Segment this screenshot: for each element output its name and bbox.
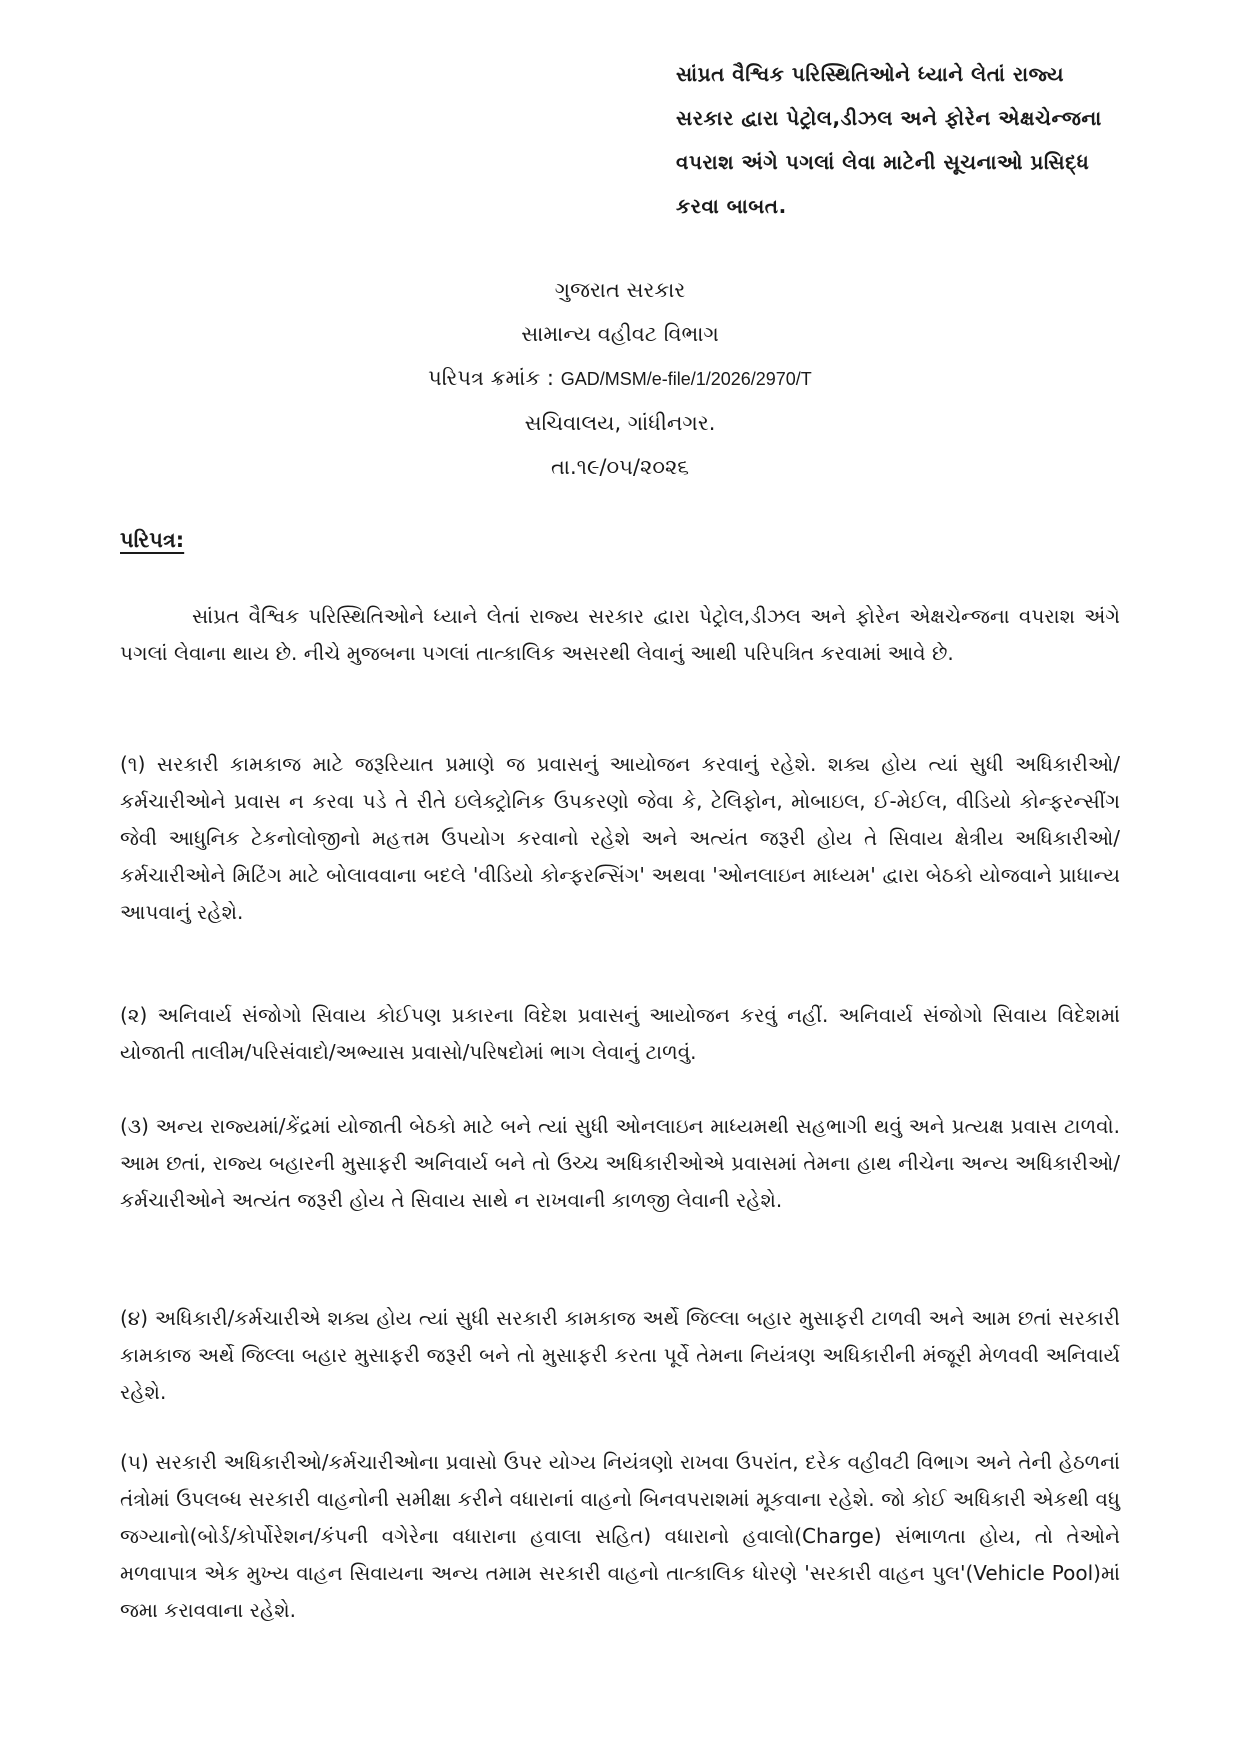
point-5: (૫) સરકારી અધિકારીઓ/કર્મચારીઓના પ્રવાસો ઉપર યોગ્ય નિયંત્રણો રાખવા ઉપરાંત, દરેક વહીવટી વિભાગ અને તેની હેઠળનાં તંત્રોમાં ઉપલબ્ધ સરકારી વાહનોની સમીક્ષા કરીને વધારાનાં વાહનો બિનવપરાશમાં મૂકવાના રહેશે. જો કોઈ અધિકારી એકથી વધુ જગ્યાનો(બોર્ડ/કોર્પોરેશન/કંપની વગેરેના વધારાના હવાલા સહિત) વધારાનો હવાલો(Charge) સંભાળતા હોય, તો તેઓને મળવાપાત્ર એક મુખ્ય વાહન સિવાયના અન્ય તમામ સરકારી વાહનો તાત્કાલિક ધોરણે 'સરકારી વાહન પુલ'(Vehicle Pool)માં જમા કરાવવાના રહેશે. (120, 1450, 1120, 1622)
circular-number: GAD/MSM/e-file/1/2026/2970/T (560, 369, 812, 389)
subject-line: વપરાશ અંગે પગલાં લેવા માટેની સૂચનાઓ પ્રસિદ્ધ (676, 150, 1090, 174)
point-1: (૧) સરકારી કામકાજ માટે જરૂરિયાત પ્રમાણે જ પ્રવાસનું આયોજન કરવાનું રહેશે. શક્ય હોય ત્યાં સુધી અધિકારીઓ/કર્મચારીઓને પ્રવાસ ન કરવા પડે તે રીતે ઇલેક્ટ્રોનિક ઉપકરણો જેવા કે, ટેલિફોન, મોબાઇલ, ઈ-મેઈલ, વીડિયો કોન્ફરન્સીંગ જેવી આધુનિક ટેકનોલોજીનો મહત્તમ ઉપયોગ કરવાનો રહેશે અને અત્યંત જરૂરી હોય તે સિવાય ક્ષેત્રીય અધિકારીઓ/કર્મચારીઓને મિટિંગ માટે બોલાવવાના બદલે 'વીડિયો કોન્ફરન્સિંગ' અથવા 'ઓનલાઇન માધ્યમ' દ્વારા બેઠકો યોજવાને પ્રાધાન્ય આપવાનું રહેશે. (120, 752, 1120, 924)
circular-heading: પરિપત્ર: (120, 528, 185, 552)
circular-label: પરિપત્ર ક્રમાંક : (428, 366, 554, 390)
place: સચિવાલય, ગાંધીનગર. (524, 411, 716, 435)
date: તા.૧૯/૦૫/૨૦૨૬ (550, 455, 690, 479)
point-3: (૩) અન્ય રાજ્યમાં/કેંદ્રમાં યોજાતી બેઠકો માટે બને ત્યાં સુધી ઓનલાઇન માધ્યમથી સહભાગી થવું અને પ્રત્યક્ષ પ્રવાસ ટાળવો. આમ છતાં, રાજ્ય બહારની મુસાફરી અનિવાર્ય બને તો ઉચ્ચ અધિકારીઓએ પ્રવાસમાં તેમના હાથ નીચેના અન્ય અધિકારીઓ/કર્મચારીઓને અત્યંત જરૂરી હોય તે સિવાય સાથે ન રાખવાની કાળજી લેવાની રહેશે. (120, 1114, 1120, 1212)
document-header (0, 268, 1240, 489)
government-name: ગુજરાત સરકાર (554, 278, 686, 302)
subject-line: સરકાર દ્વારા પેટ્રોલ,ડીઝલ અને ફોરેન એક્ષચેન્જના (676, 106, 1102, 130)
subject-block (676, 52, 1176, 228)
intro-paragraph: સાંપ્રત વૈશ્વિક પરિસ્થિતિઓને ધ્યાને લેતાં રાજ્ય સરકાર દ્વારા પેટ્રોલ,ડીઝલ અને ફોરેન એક્ષચેન્જના વપરાશ અંગે પગલાં લેવાના થાય છે. નીચે મુજબના પગલાં તાત્કાલિક અસરથી લેવાનું આથી પરિપત્રિત કરવામાં આવે છે. (120, 604, 1120, 665)
department-name: સામાન્ય વહીવટ વિભાગ (521, 322, 719, 346)
point-2: (૨) અનિવાર્ય સંજોગો સિવાય કોઈપણ પ્રકારના વિદેશ પ્રવાસનું આયોજન કરવું નહીં. અનિવાર્ય સંજોગો સિવાય વિદેશમાં યોજાતી તાલીમ/પરિસંવાદો/અભ્યાસ પ્રવાસો/પરિષદોમાં ભાગ લેવાનું ટાળવું. (120, 1003, 1120, 1064)
subject-line: કરવા બાબત. (676, 194, 787, 218)
subject-line: સાંપ્રત વૈશ્વિક પરિસ્થિતિઓને ધ્યાને લેતાં રાજ્ય (676, 62, 1065, 86)
circular-reference (0, 356, 1240, 401)
point-4: (૪) અધિકારી/કર્મચારીએ શક્ય હોય ત્યાં સુધી સરકારી કામકાજ અર્થે જિલ્લા બહાર મુસાફરી ટાળવી અને આમ છતાં સરકારી કામકાજ અર્થે જિલ્લા બહાર મુસાફરી જરૂરી બને તો મુસાફરી કરતા પૂર્વે તેમના નિયંત્રણ અધિકારીની મંજૂરી મેળવવી અનિવાર્ય રહેશે. (120, 1306, 1120, 1404)
